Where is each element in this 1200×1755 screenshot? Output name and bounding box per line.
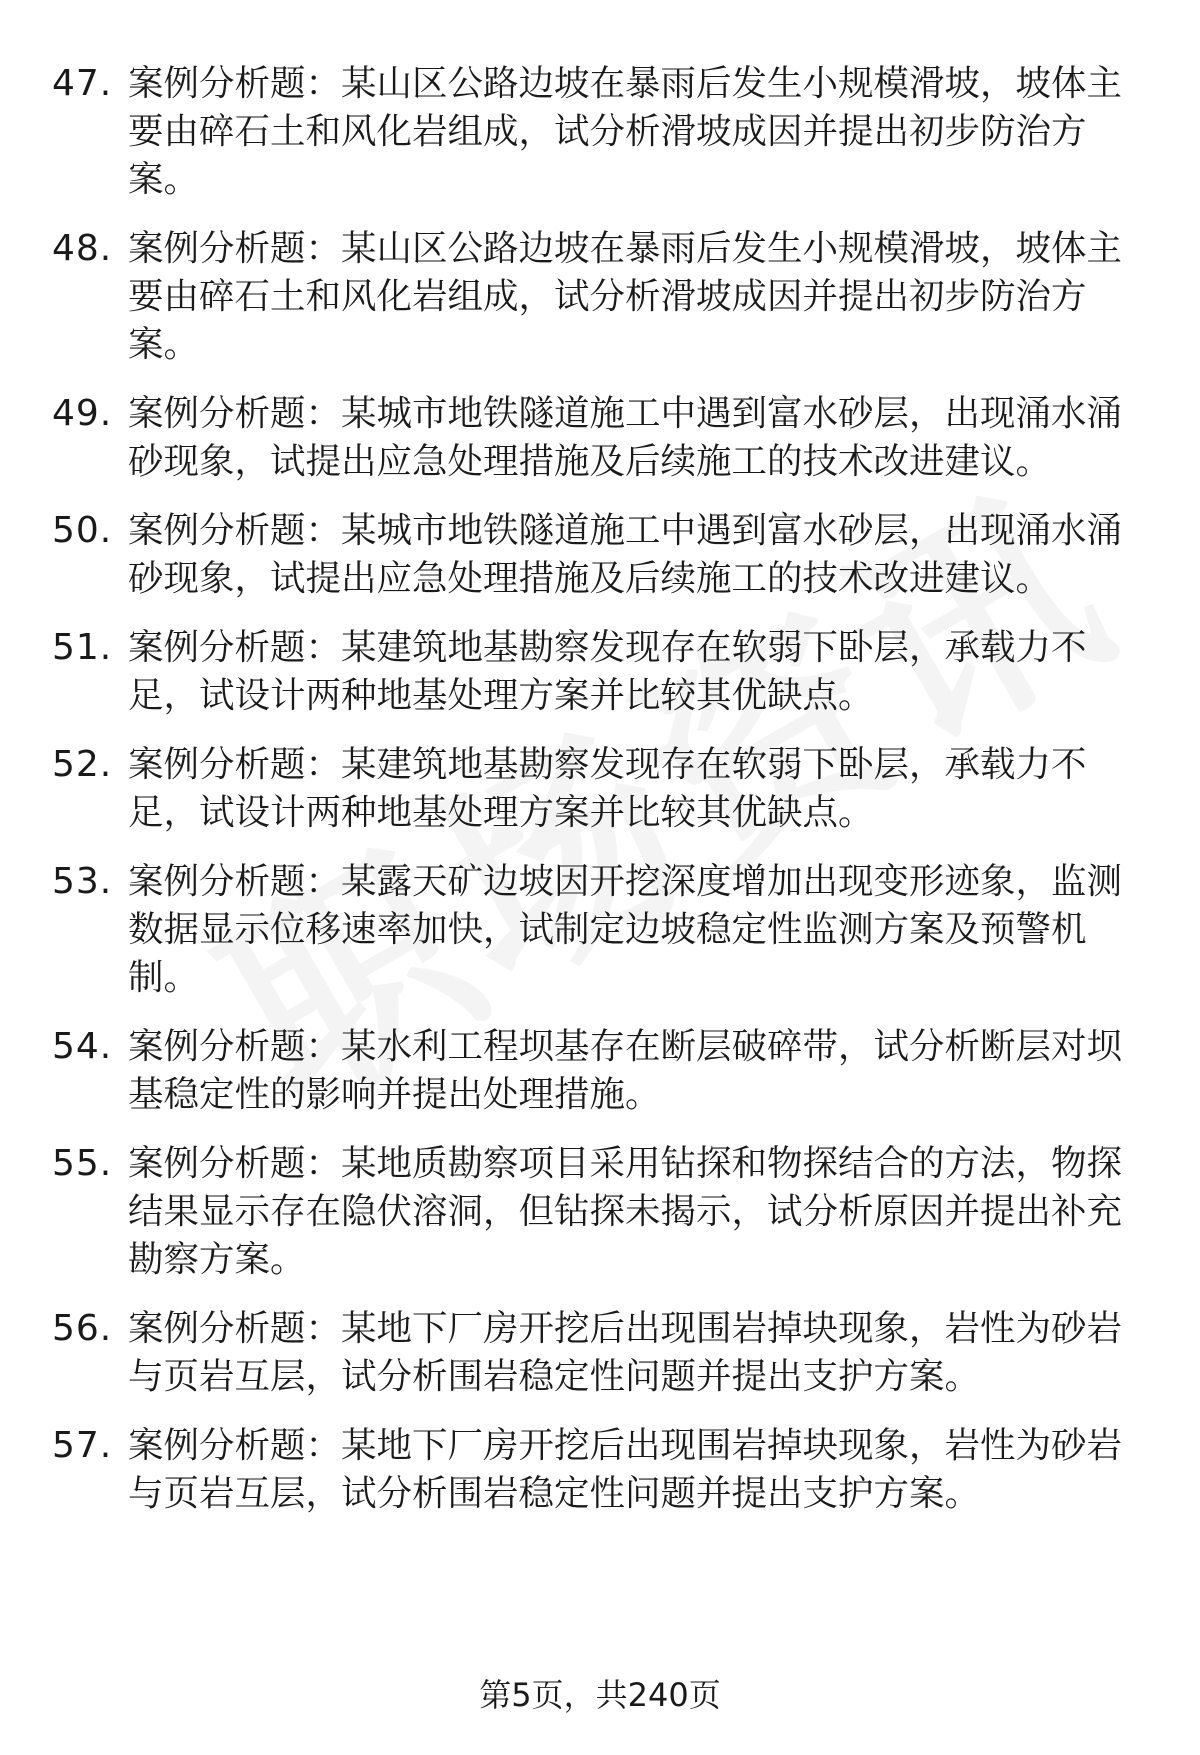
question-number: 52. <box>52 744 113 785</box>
question-number: 57. <box>52 1425 113 1466</box>
question-item <box>52 624 1142 720</box>
question-text: 案例分析题：某露天矿边坡因开挖深度增加出现变形迹象，监测数据显示位移速率加快，试制定边坡稳定性监测方案及预警机制。 <box>128 861 1123 998</box>
question-text: 案例分析题：某建筑地基勘察发现存在软弱下卧层，承载力不足，试设计两种地基处理方案并比较其优缺点。 <box>128 627 1087 716</box>
question-text: 案例分析题：某建筑地基勘察发现存在软弱下卧层，承载力不足，试设计两种地基处理方案并比较其优缺点。 <box>128 744 1087 833</box>
question-number: 56. <box>52 1308 113 1349</box>
question-list <box>52 60 1142 1518</box>
question-item <box>52 390 1142 486</box>
question-number: 53. <box>52 861 113 902</box>
page-number-footer: 第5页，共240页 <box>479 1676 721 1714</box>
question-text: 案例分析题：某地下厂房开挖后出现围岩掉块现象，岩性为砂岩与页岩互层，试分析围岩稳定性问题并提出支护方案。 <box>128 1425 1123 1514</box>
question-number: 50. <box>52 510 113 551</box>
question-item <box>52 225 1142 369</box>
question-number: 48. <box>52 228 113 269</box>
question-item <box>52 1140 1142 1284</box>
question-text: 案例分析题：某城市地铁隧道施工中遇到富水砂层，出现涌水涌砂现象，试提出应急处理措施及后续施工的技术改进建议。 <box>128 510 1123 599</box>
question-number: 55. <box>52 1143 113 1184</box>
question-item <box>52 1023 1142 1119</box>
question-item <box>52 1305 1142 1401</box>
question-text: 案例分析题：某水利工程坝基存在断层破碎带，试分析断层对坝基稳定性的影响并提出处理措施。 <box>128 1026 1123 1115</box>
question-item <box>52 741 1142 837</box>
question-item <box>52 858 1142 1002</box>
question-item <box>52 507 1142 603</box>
question-number: 51. <box>52 627 113 668</box>
question-number: 54. <box>52 1026 113 1067</box>
question-text: 案例分析题：某地下厂房开挖后出现围岩掉块现象，岩性为砂岩与页岩互层，试分析围岩稳定性问题并提出支护方案。 <box>128 1308 1123 1397</box>
question-text: 案例分析题：某山区公路边坡在暴雨后发生小规模滑坡，坡体主要由碎石土和风化岩组成，试分析滑坡成因并提出初步防治方案。 <box>128 63 1123 200</box>
question-number: 49. <box>52 393 113 434</box>
question-text: 案例分析题：某地质勘察项目采用钻探和物探结合的方法，物探结果显示存在隐伏溶洞，但钻探未揭示，试分析原因并提出补充勘察方案。 <box>128 1143 1123 1280</box>
question-number: 47. <box>52 63 113 104</box>
question-item <box>52 1422 1142 1518</box>
question-text: 案例分析题：某城市地铁隧道施工中遇到富水砂层，出现涌水涌砂现象，试提出应急处理措施及后续施工的技术改进建议。 <box>128 393 1123 482</box>
question-item <box>52 60 1142 204</box>
question-text: 案例分析题：某山区公路边坡在暴雨后发生小规模滑坡，坡体主要由碎石土和风化岩组成，试分析滑坡成因并提出初步防治方案。 <box>128 228 1123 365</box>
